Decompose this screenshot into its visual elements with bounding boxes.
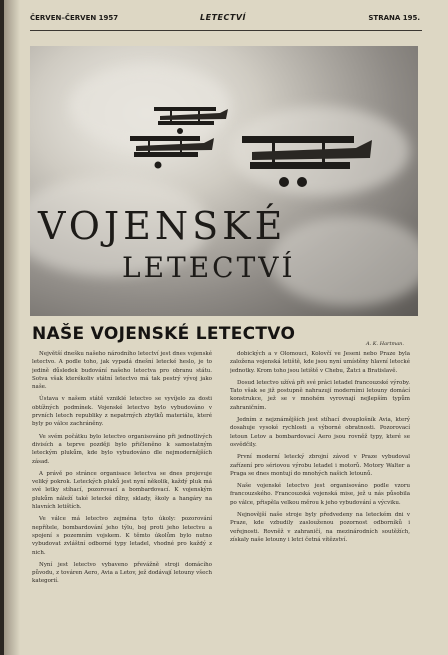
title-photo (30, 46, 418, 316)
paragraph: Ve válce má letectvo zejména tyto úkoly: pozorování nepřítele, bombardování jeho týlu, boj proti jeho letectvu a spojení s pozemním vojskem. K těmto úkolům bylo nutno vybudovat zvláštní odborné typy letadel, vhodné pro každý z nich. (32, 516, 212, 556)
article-author: A. K. Hartman. (366, 341, 404, 347)
paragraph: Nyní jest letectvo vybaveno převážně stroji domácího původu, z továren Aero, Avia a Letov, jež dodávají letouny všech kategorií. (32, 561, 212, 585)
page-header (30, 14, 420, 28)
article-column-right (230, 350, 410, 648)
magazine-logo: LETECTVÍ (200, 13, 246, 22)
paragraph: Ústava v našem státě vzniklé letectvo se vyvíjelo za dosti obtížných podmínek. Vojenské letectvo bylo vybudováno v prvních letech republiky z nepatrných zbytků materiálu, které byly po válce zachráněny. (32, 396, 212, 428)
biplane-icon (126, 128, 216, 176)
paragraph: Nejnovější naše stroje byly předvedeny na leteckém dni v Praze, kde vzbudily zaslouženou pozornost odborníků i veřejnosti. Rovněž v zahraničí, na mezinárodních soutěžích, získaly naše letouny i letci četná vítězství. (230, 512, 410, 543)
paragraph: dobických a v Olomouci, Kolovčí ve Jeseni nebo Praze byla založena vojenská letiště, kde jsou nyní umístěny hlavní letecké jednotky. Krom toho jsou letiště v Chebu, Žatci a Bratislavě. (230, 351, 410, 374)
paragraph: Největší dnešku našeho národního letectví jest dnes vojenské letectvo. A podle toho, jak vypadá dnešní letecké heslo, je to jedině důsledek budování našeho letectva pro obranu státu. Sotva však kterékoliv státní letectvo má tak pestrý vývoj jako naše. (32, 351, 212, 391)
photo-title-line-1: VOJENSKÉ (38, 204, 287, 248)
issue-date: ČERVEN–ČERVEN 1957 (30, 14, 119, 22)
photo-title-line-2: LETECTVÍ (122, 251, 296, 284)
page-number: STRANA 195. (368, 14, 420, 22)
biplane-icon (236, 126, 376, 198)
article-column-left (32, 350, 212, 648)
paragraph: Dosud letectvo užívá při své práci letadel francouzské výroby. Tato však se již postupně nahrazují moderními letouny domácí konstrukce, jež se v mnohém vyrovnají nejlepším typům zahraničním. (230, 379, 410, 411)
paragraph: První moderní letecký zbrojní závod v Praze vybudoval zařízení pro sériovou výrobu letadel i motorů. Motory Walter a Praga se dnes montují do mnohých našich letounů. (230, 454, 410, 477)
magazine-page (4, 0, 448, 655)
article-title: NAŠE VOJENSKÉ LETECTVO (32, 324, 296, 344)
paragraph: Ve svém počátku bylo letectvo organisováno při jednotlivých divisích a teprve později bylo přičleněno k samostatným leteckým plukům, kde bylo vybudováno dle nejmodernějších zásad. (32, 433, 212, 465)
paragraph: A právě po stránce organisace letectva se dnes projevuje veliký pokrok. Leteckých pluků jest nyní několik, každý pluk má své letky stíhací, pozorovací a bombardovací. K vojenským plukům náleží také letecké dílny, sklady, školy a hangáry na hlavních letištích. (32, 470, 212, 511)
paragraph: Naše vojenské letectvo jest organisováno podle vzoru francouzského. Francouzská vojenská mise, jež u nás působila po válce, přispěla velkou měrou k jeho vybudování a výcviku. (230, 483, 410, 506)
header-rule (30, 30, 422, 31)
paragraph: Jedním z nejznámějších jest stíhací dvouplošník Avia, který dosahuje vysoké rychlosti a výborné obratnosti. Pozorovací letoun Letov a bombardovací Aero jsou rovněž typy, které se osvědčily. (230, 417, 410, 448)
